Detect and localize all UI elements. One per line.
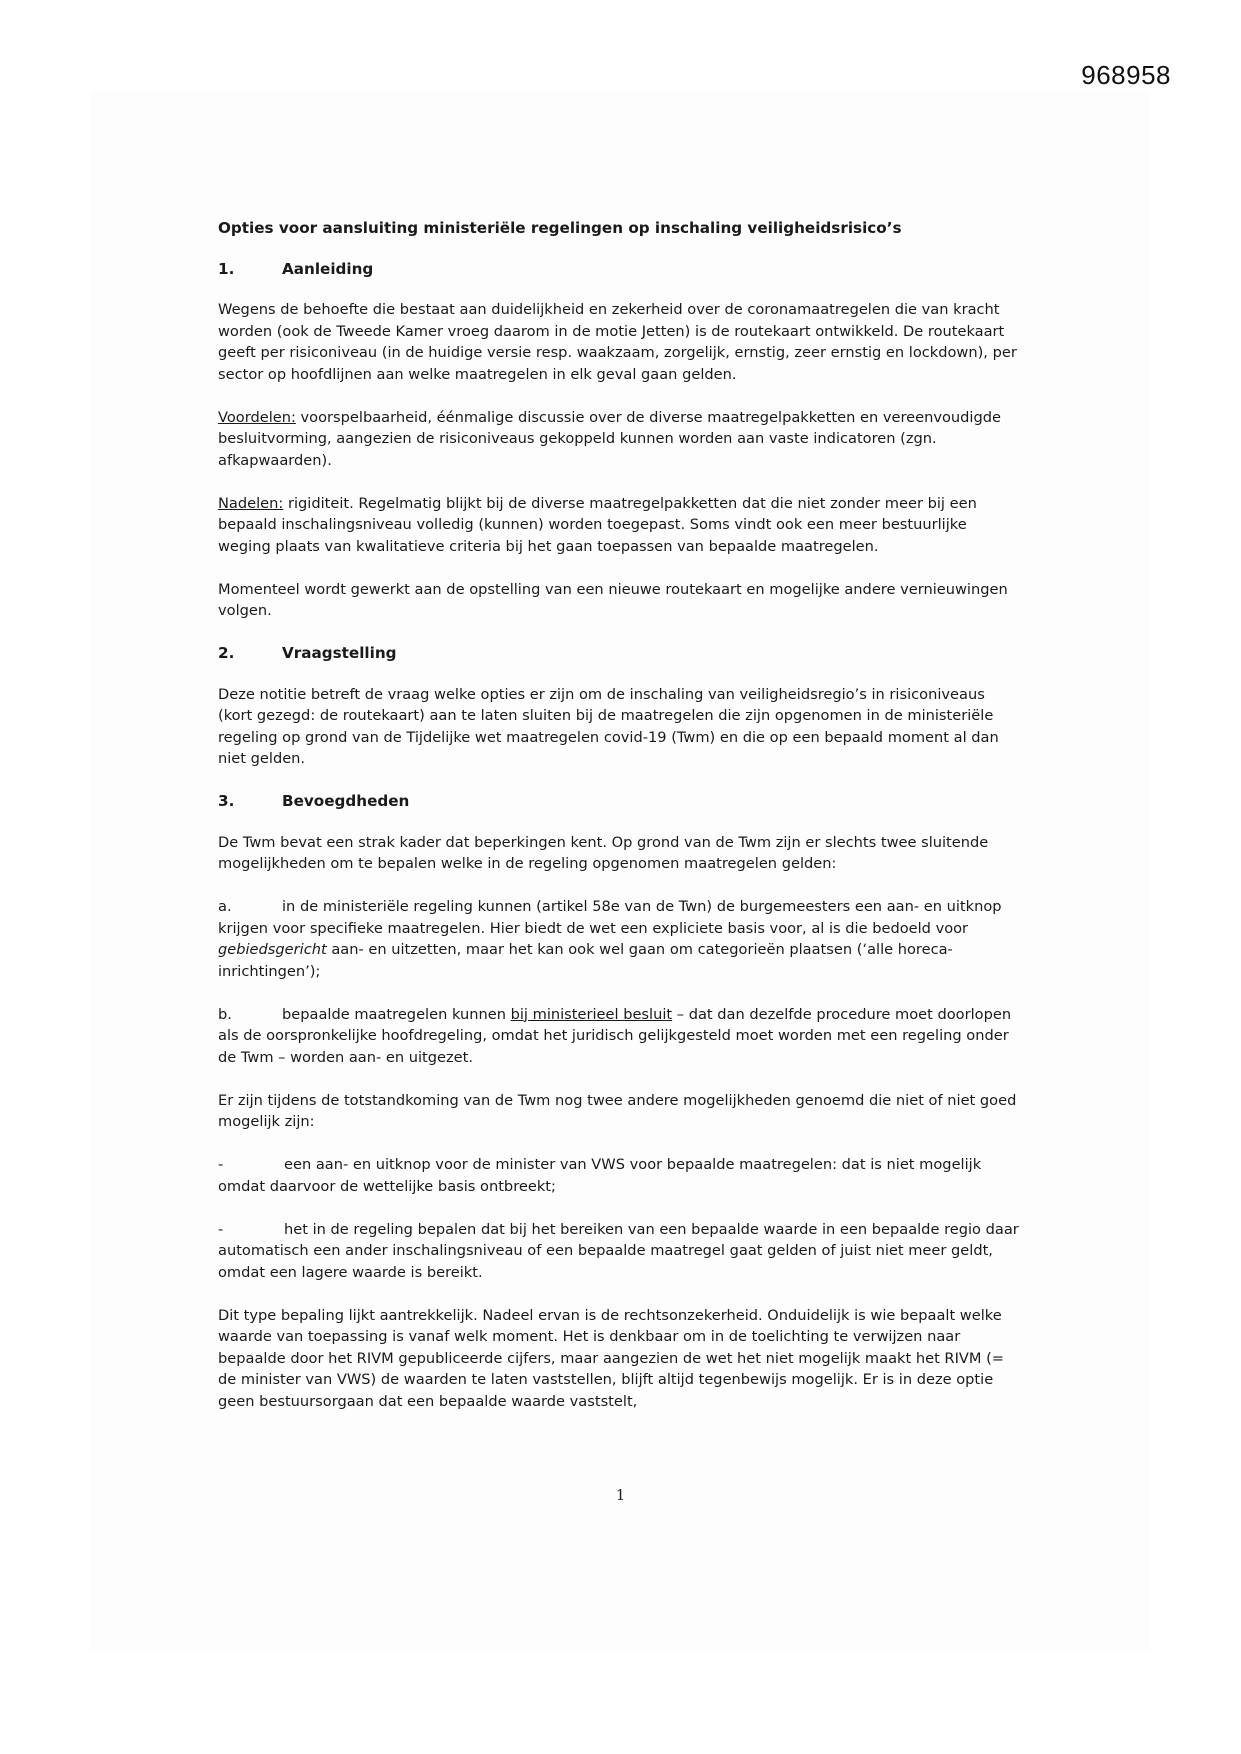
section-title: Bevoegdheden xyxy=(282,792,410,810)
list-text: – dat dan dezelfde procedure moet doorlopen als de oorspronkelijke hoofdregeling, omdat het juridisch gelijkgesteld moet worden met een regeling onder de Twm – worden aan- en uitgezet. xyxy=(218,1005,1012,1066)
dash-marker: - xyxy=(218,1220,224,1238)
section-title: Aanleiding xyxy=(282,259,374,278)
list-text-italic: gebiedsgericht xyxy=(218,941,327,958)
section-number: 3. xyxy=(218,792,235,810)
nadelen-text: rigiditeit. Regelmatig blijkt bij de diverse maatregelpakketten dat die niet zonder meer bij een bepaald inschalingsniveau volledig (kunnen) worden toegepast. Soms vindt ook een meer bestuurlijke weging plaats van kwalitatieve criteria bij het gaan toepassen van bepaalde maatregelen. xyxy=(218,494,977,555)
paragraph: De Twm bevat een strak kader dat beperkingen kent. Op grond van de Twm zijn er slechts twee sluitende mogelijkheden om te bepalen welke in de regeling opgenomen maatregelen gelden: xyxy=(218,833,989,872)
page-number: 1 xyxy=(615,1486,626,1504)
section-number: 2. xyxy=(218,644,235,662)
paragraph: Dit type bepaling lijkt aantrekkelijk. Nadeel ervan is de rechtsonzekerheid. Onduidelijk is wie bepaalt welke waarde van toepassing is vanaf welk moment. Het is denkbaar om in de toelichting te verwijzen naar bepaalde door het RIVM gepubliceerde cijfers, maar aangezien de wet het niet mogelijk maakt het RIVM (= de minister van VWS) de waarden te laten vaststellen, blijft altijd tegenbewijs mogelijk. Er is in deze optie geen bestuursorgaan dat een bepaalde waarde vaststelt, xyxy=(218,1306,1005,1410)
list-item-a xyxy=(218,896,1023,982)
paragraph-voordelen xyxy=(218,407,1023,472)
paragraph: Er zijn tijdens de totstandkoming van de Twm nog twee andere mogelijkheden genoemd die niet of niet goed mogelijk zijn: xyxy=(218,1091,1017,1130)
section-title: Vraagstelling xyxy=(282,644,397,662)
dash-item-1 xyxy=(218,1154,1023,1197)
voordelen-label: Voordelen: xyxy=(218,408,296,426)
paragraph: Wegens de behoefte die bestaat aan duidelijkheid en zekerheid over de coronamaatregelen die van kracht worden (ook de Tweede Kamer vroeg daarom in de motie Jetten) is de routekaart ontwikkeld. De routekaart geeft per risiconiveau (in de huidige versie resp. waakzaam, zorgelijk, ernstig, zeer ernstig en lockdown), per sector op hoofdlijnen aan welke maatregelen in elk geval gaan gelden. xyxy=(218,301,1017,383)
list-marker: b. xyxy=(218,1005,232,1023)
paragraph: Momenteel wordt gewerkt aan de opstelling van een nieuwe routekaart en mogelijke andere vernieuwingen volgen. xyxy=(218,580,1008,619)
section-heading-2 xyxy=(218,643,1023,665)
section-heading-1 xyxy=(218,259,1023,281)
paragraph: Deze notitie betreft de vraag welke opties er zijn om de inschaling van veiligheidsregio’s in risiconiveaus (kort gezegd: de routekaart) aan te laten sluiten bij de maatregelen die zijn opgenomen in de ministeriële regeling op grond van de Tijdelijke wet maatregelen covid-19 (Twm) en die op een bepaald moment al dan niet gelden. xyxy=(218,685,999,767)
section-number: 1. xyxy=(218,259,235,278)
list-text-underlined: bij ministerieel besluit xyxy=(510,1005,673,1023)
voordelen-text: voorspelbaarheid, éénmalige discussie over de diverse maatregelpakketten en vereenvoudigde besluitvorming, aangezien de risiconiveaus gekoppeld kunnen worden aan vaste indicatoren (zgn. afkapwaarden). xyxy=(218,408,1001,469)
nadelen-label: Nadelen: xyxy=(218,494,284,512)
list-text: bepaalde maatregelen kunnen xyxy=(282,1005,511,1023)
list-item-b xyxy=(218,1004,1023,1069)
list-text: in de ministeriële regeling kunnen (artikel 58e van de Twn) de burgemeesters een aan- en uitknop krijgen voor specifieke maatregelen. Hier biedt de wet een expliciete basis voor, al is die bedoeld voor xyxy=(218,898,1002,937)
section-heading-3 xyxy=(218,791,1023,813)
document-id: 968958 xyxy=(1081,60,1171,90)
list-text: een aan- en uitknop voor de minister van VWS voor bepaalde maatregelen: dat is niet mogelijk omdat daarvoor de wettelijke basis ontbreekt; xyxy=(218,1156,982,1195)
list-text: het in de regeling bepalen dat bij het bereiken van een bepaalde waarde in een bepaalde regio daar automatisch een ander inschalingsniveau of een bepaalde maatregel gaat gelden of juist niet meer geldt, omdat een lagere waarde is bereikt. xyxy=(218,1220,1019,1281)
dash-item-2 xyxy=(218,1219,1023,1284)
list-text: aan- en uitzetten, maar het kan ook wel gaan om categorieën plaatsen (‘alle horeca-inrichtingen’); xyxy=(218,941,953,980)
document-body xyxy=(218,218,1023,1434)
paragraph-nadelen xyxy=(218,493,1023,558)
dash-marker: - xyxy=(218,1156,224,1173)
document-title: Opties voor aansluiting ministeriële regelingen op inschaling veiligheidsrisico’s xyxy=(218,219,902,237)
list-marker: a. xyxy=(218,898,232,915)
